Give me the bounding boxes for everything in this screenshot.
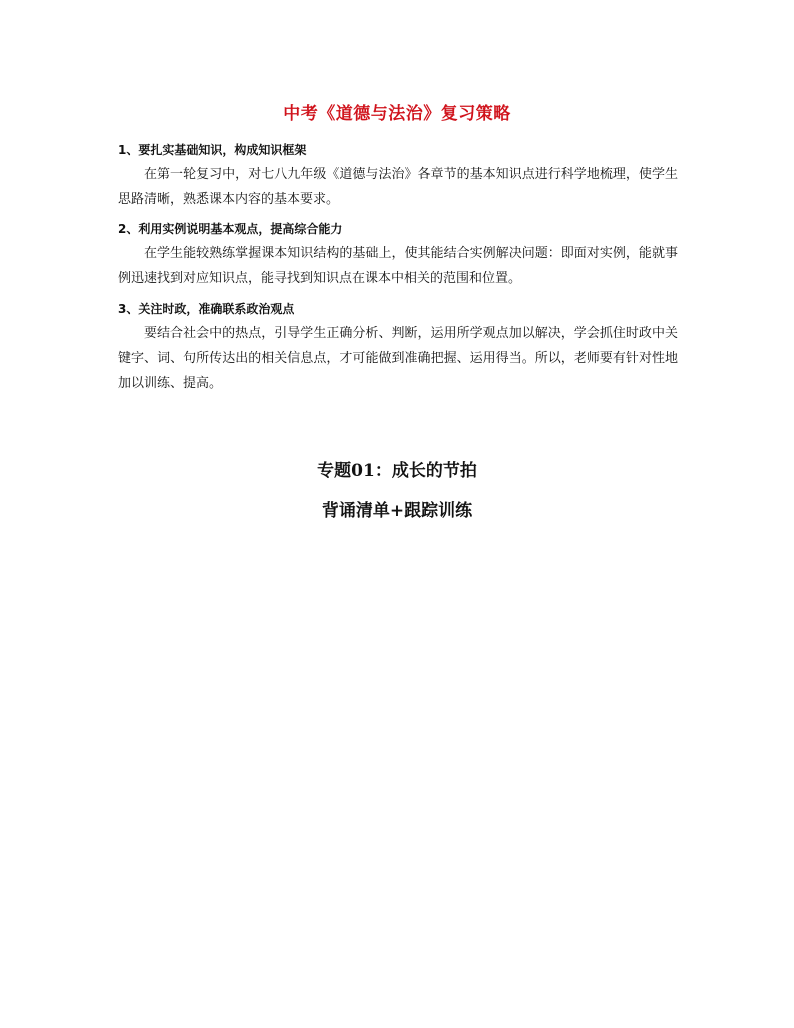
topic-title: 专题01：成长的节拍 xyxy=(317,461,477,481)
topic-subtitle: 背诵清单+跟踪训练 xyxy=(321,501,473,521)
strategy-section-2 xyxy=(118,221,678,291)
section-paragraph: 要结合社会中的热点，引导学生正确分析、判断，运用所学观点加以解决，学会抓住时政中关键字、词、句所传达出的相关信息点，才可能做到准确把握、运用得当。所以，老师要有针对性地加以训练、提高。 xyxy=(118,326,678,391)
page-title: 中考《道德与法治》复习策略 xyxy=(283,104,511,124)
strategy-section-1 xyxy=(118,142,678,212)
section-paragraph: 在学生能较熟练掌握课本知识结构的基础上，使其能结合实例解决问题：即面对实例，能就事例迅速找到对应知识点，能寻找到知识点在课本中相关的范围和位置。 xyxy=(118,246,678,286)
section-heading: 1、要扎实基础知识，构成知识框架 xyxy=(118,143,307,157)
strategy-section-3 xyxy=(118,301,678,396)
section-paragraph: 在第一轮复习中，对七八九年级《道德与法治》各章节的基本知识点进行科学地梳理，使学生思路清晰，熟悉课本内容的基本要求。 xyxy=(118,167,678,207)
section-heading: 2、利用实例说明基本观点，提高综合能力 xyxy=(118,222,343,236)
section-heading: 3、关注时政，准确联系政治观点 xyxy=(118,302,295,316)
